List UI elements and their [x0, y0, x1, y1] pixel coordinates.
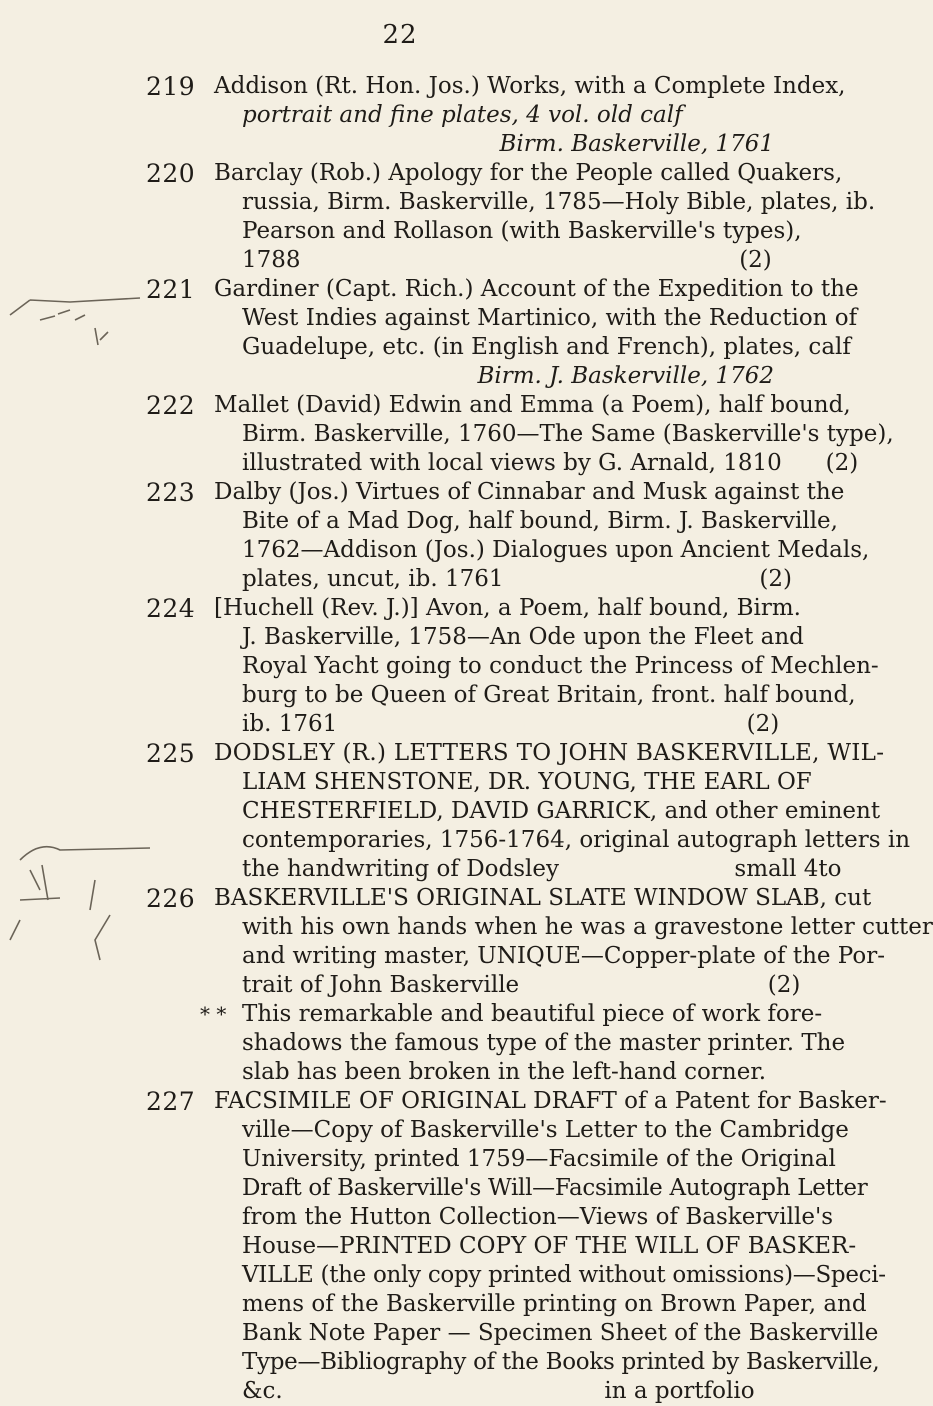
entry-description — [214, 1087, 887, 1406]
catalogue-entry — [0, 478, 870, 594]
note-line: slab has been broken in the left-hand corner. — [242, 1059, 767, 1085]
entry-line: 1788 (2) — [242, 247, 772, 273]
entry-line: Addison (Rt. Hon. Jos.) Works, with a Complete Index, — [214, 73, 846, 99]
entry-line: Mallet (David) Edwin and Emma (a Poem), half bound, — [214, 392, 851, 418]
asterism-mark: * * — [200, 1002, 227, 1026]
entry-line: FACSIMILE OF ORIGINAL DRAFT of a Patent for Basker- — [214, 1088, 887, 1114]
lot-number: 224 — [146, 594, 196, 623]
entry-line: Birm. Baskerville, 1760—The Same (Baskerville's type), — [242, 421, 894, 447]
lot-number: 220 — [146, 159, 196, 188]
entry-line: the handwriting of Dodsley small 4to — [242, 856, 842, 882]
entry-line: West Indies against Martinico, with the Reduction of — [242, 305, 858, 331]
catalogue-entry — [0, 159, 876, 275]
entry-description — [214, 594, 879, 739]
entry-line: University, printed 1759—Facsimile of the Original — [242, 1146, 836, 1172]
lot-number: 223 — [146, 478, 196, 507]
catalogue-entry — [0, 739, 911, 884]
catalogue-entry — [0, 72, 846, 159]
catalogue-entries — [0, 72, 933, 1406]
entry-line: portrait and fine plates, 4 vol. old calf — [242, 102, 683, 128]
entry-line: Gardiner (Capt. Rich.) Account of the Expedition to the — [214, 276, 859, 302]
entry-line: VILLE (the only copy printed without omissions)—Speci- — [242, 1262, 886, 1288]
entry-description — [214, 72, 846, 159]
entry-line: Bite of a Mad Dog, half bound, Birm. J. Baskerville, — [242, 508, 838, 534]
page-number: 22 — [382, 20, 418, 50]
entry-line: illustrated with local views by G. Arnald, 1810 (2) — [242, 450, 859, 476]
entry-line: russia, Birm. Baskerville, 1785—Holy Bible, plates, ib. — [242, 189, 876, 215]
entry-description — [214, 159, 876, 275]
entry-line: [Huchell (Rev. J.)] Avon, a Poem, half bound, Birm. — [214, 595, 801, 621]
lot-number: 221 — [146, 275, 196, 304]
entry-description — [214, 478, 870, 594]
entry-line: BASKERVILLE'S ORIGINAL SLATE WINDOW SLAB, cut — [214, 885, 872, 911]
entry-line: from the Hutton Collection—Views of Baskerville's — [242, 1204, 834, 1230]
catalogue-note — [0, 1000, 846, 1087]
entry-line: J. Baskerville, 1758—An Ode upon the Fleet and — [242, 624, 804, 650]
entry-description — [214, 275, 859, 391]
entry-line: contemporaries, 1756-1764, original autograph letters in — [242, 827, 911, 853]
entry-line: LIAM SHENSTONE, DR. YOUNG, THE EARL OF — [242, 769, 812, 795]
entry-line: DODSLEY (R.) LETTERS TO JOHN BASKERVILLE, WIL- — [214, 740, 885, 766]
lot-number: 226 — [146, 884, 196, 913]
entry-line: Dalby (Jos.) Virtues of Cinnabar and Musk against the — [214, 479, 845, 505]
entry-line: Draft of Baskerville's Will—Facsimile Autograph Letter — [242, 1175, 868, 1201]
catalogue-entry — [0, 275, 859, 391]
entry-line: trait of John Baskerville (2) — [242, 972, 801, 998]
entry-line: plates, uncut, ib. 1761 (2) — [242, 566, 792, 592]
catalogue-entry — [0, 884, 933, 1000]
catalogue-entry — [0, 594, 879, 739]
entry-description — [214, 884, 933, 1000]
entry-line: 1762—Addison (Jos.) Dialogues upon Ancient Medals, — [242, 537, 870, 563]
lot-number: 227 — [146, 1087, 196, 1116]
lot-number: 225 — [146, 739, 196, 768]
entry-line: mens of the Baskerville printing on Brown Paper, and — [242, 1291, 867, 1317]
entry-line: ib. 1761 (2) — [242, 711, 780, 737]
entry-line: ville—Copy of Baskerville's Letter to the Cambridge — [242, 1117, 849, 1143]
lot-number: 219 — [146, 72, 196, 101]
entry-line: Pearson and Rollason (with Baskerville's types), — [242, 218, 802, 244]
entry-line: Bank Note Paper — Specimen Sheet of the Baskerville — [242, 1320, 879, 1346]
catalogue-entry — [0, 391, 894, 478]
entry-line: with his own hands when he was a gravestone letter cutter — [242, 914, 933, 940]
entry-description — [214, 739, 911, 884]
entry-line: Birm. J. Baskerville, 1762 — [477, 363, 774, 389]
entry-line: burg to be Queen of Great Britain, front. half bound, — [242, 682, 856, 708]
entry-line: Barclay (Rob.) Apology for the People called Quakers, — [214, 160, 843, 186]
lot-number: 222 — [146, 391, 196, 420]
note-line: shadows the famous type of the master printer. The — [242, 1030, 846, 1056]
entry-line: Guadelupe, etc. (in English and French), plates, calf — [242, 334, 851, 360]
entry-line: Type—Bibliography of the Books printed by Baskerville, — [242, 1349, 880, 1375]
note-text — [214, 1000, 846, 1087]
entry-line: and writing master, UNIQUE—Copper-plate of the Por- — [242, 943, 885, 969]
entry-line: House—PRINTED COPY OF THE WILL OF BASKER- — [242, 1233, 857, 1259]
entry-line: &c. in a portfolio — [242, 1378, 755, 1404]
entry-line: CHESTERFIELD, DAVID GARRICK, and other eminent — [242, 798, 881, 824]
entry-line: Birm. Baskerville, 1761 — [499, 131, 774, 157]
entry-description — [214, 391, 894, 478]
entry-line: Royal Yacht going to conduct the Princess of Mechlen- — [242, 653, 879, 679]
note-line: This remarkable and beautiful piece of work fore- — [242, 1001, 823, 1027]
catalogue-entry — [0, 1087, 887, 1406]
